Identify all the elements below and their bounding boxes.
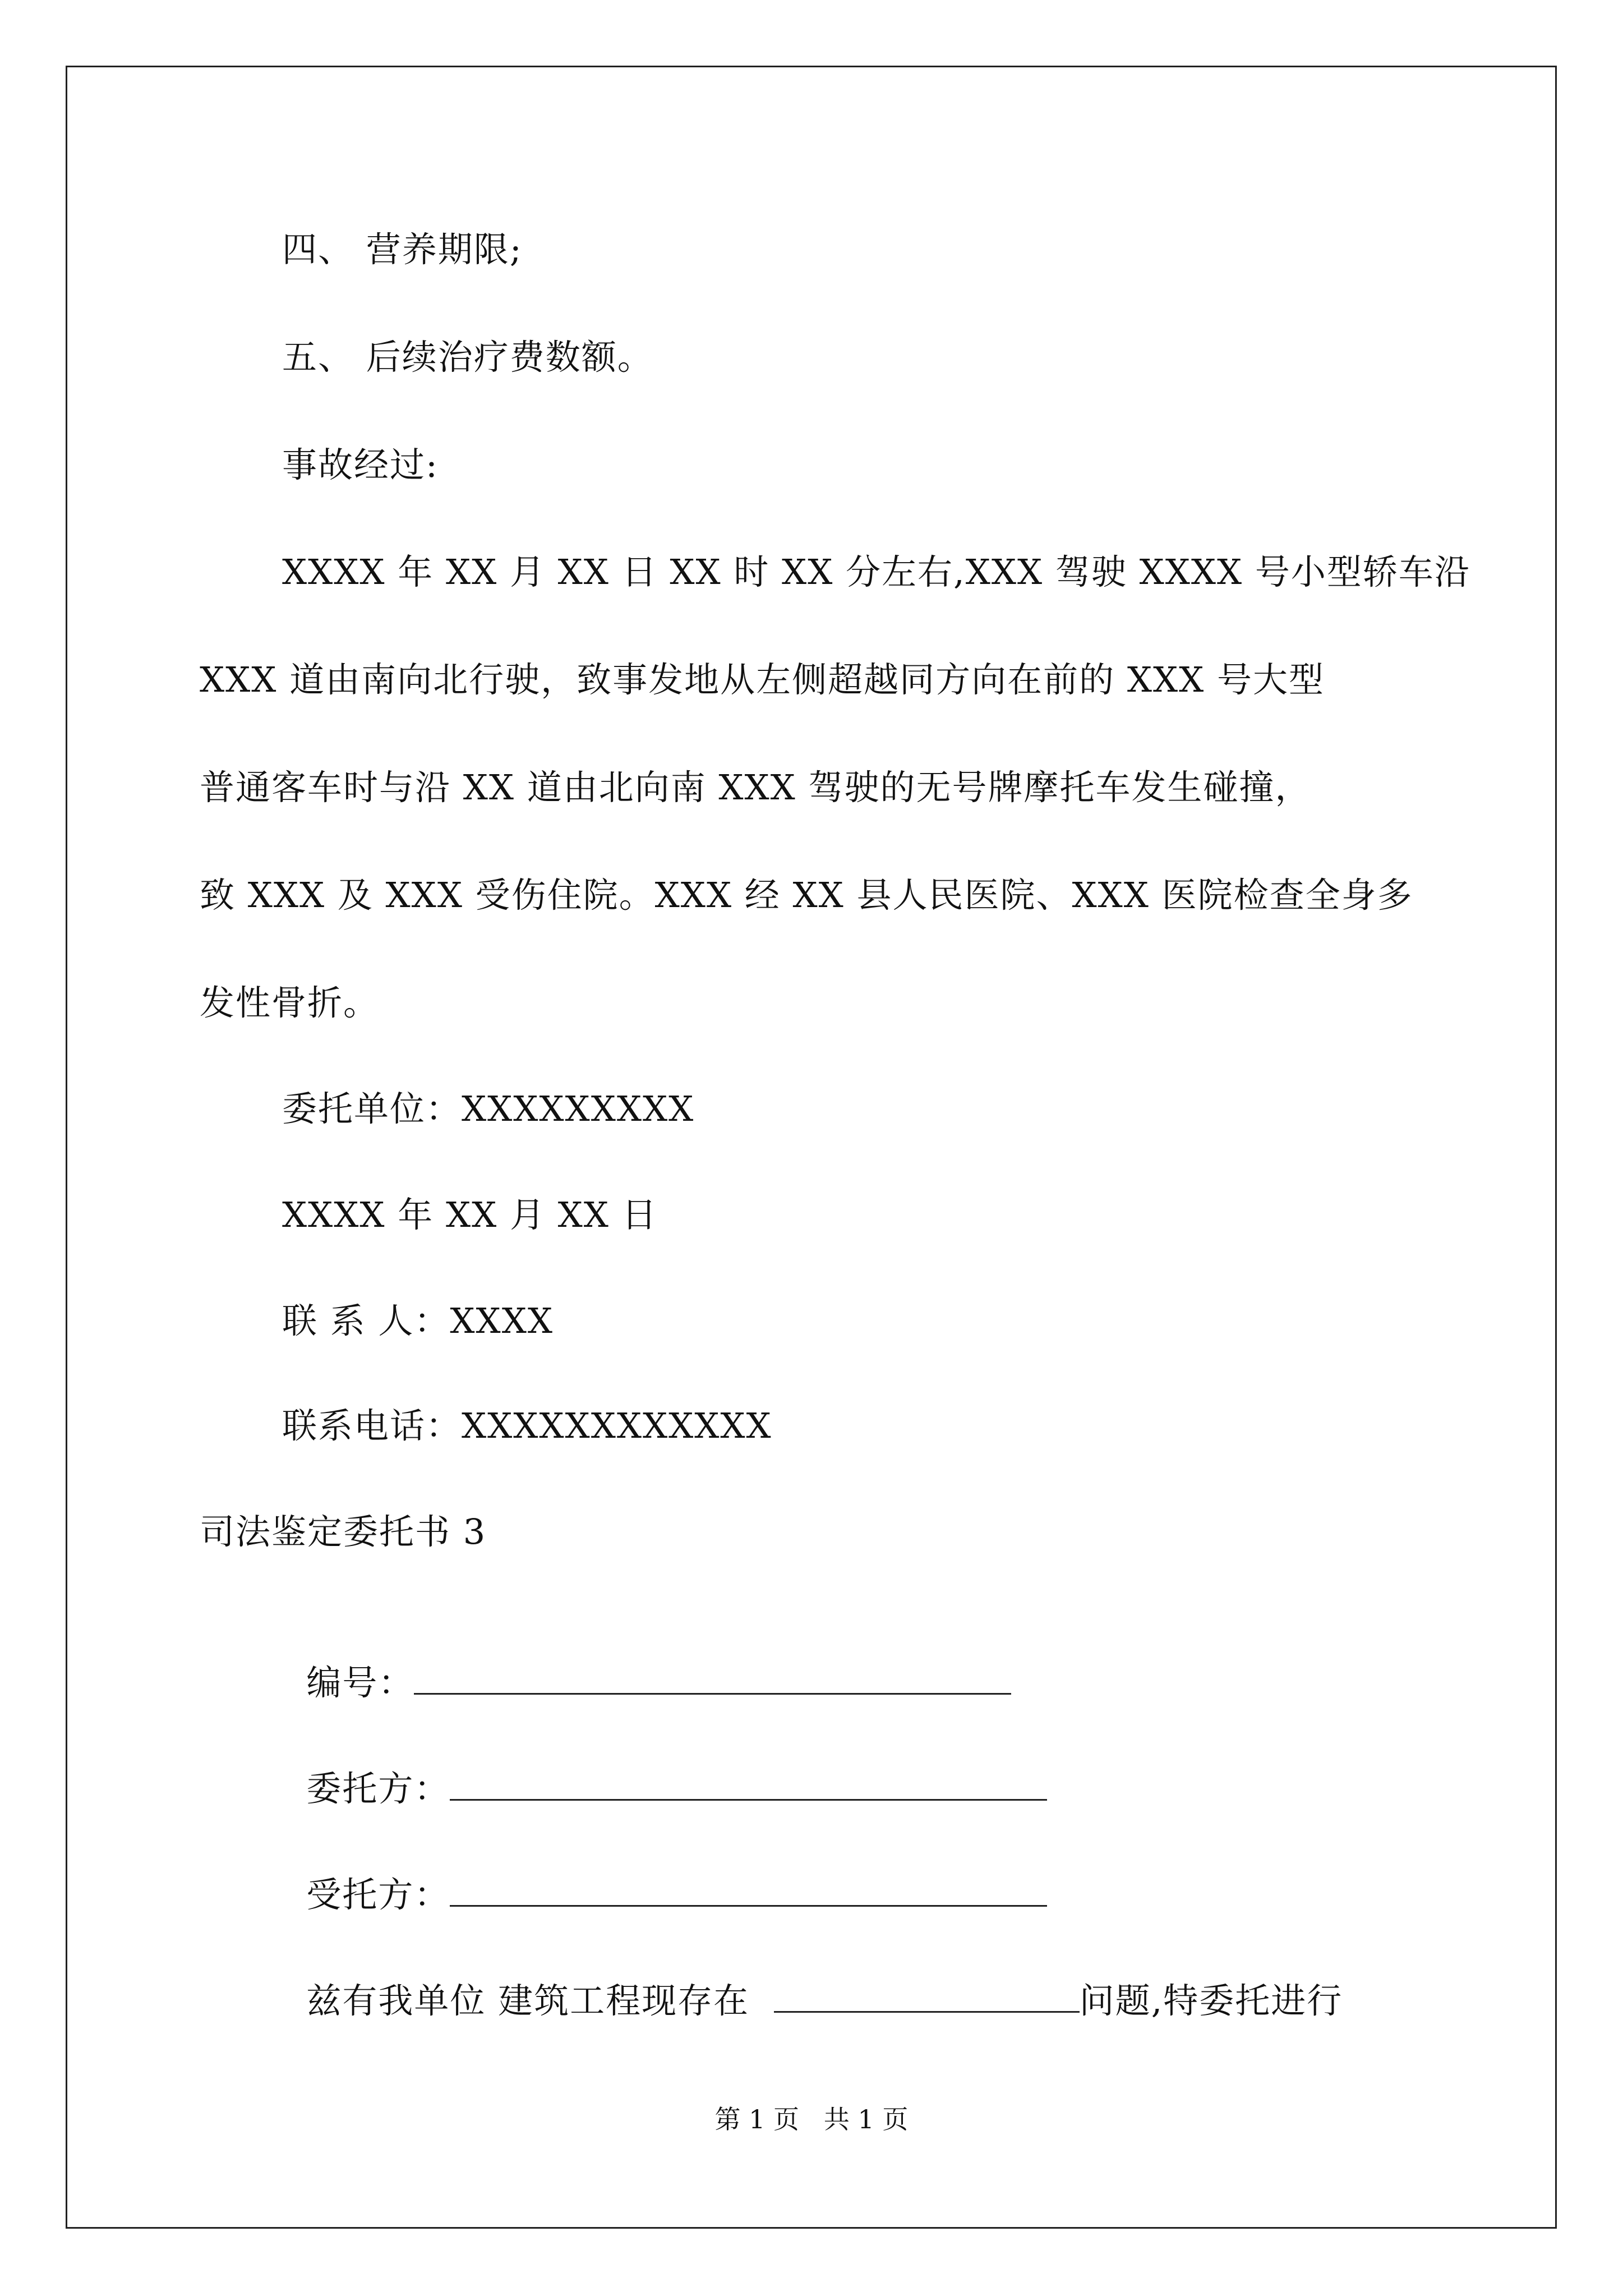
date-line: XXXX 年 XX 月 XX 日 xyxy=(282,1194,658,1235)
number-label: 编号： xyxy=(306,1662,414,1703)
client-label: 委托方： xyxy=(306,1768,450,1809)
commission-text-end: 问题,特委托进行 xyxy=(1079,1980,1343,2021)
trustee-blank xyxy=(450,1871,1047,1907)
paragraph-line: 普通客车时与沿 XX 道由北向南 XXX 驾驶的无号牌摩托车发生碰撞， xyxy=(200,767,1311,808)
client-blank xyxy=(450,1765,1047,1801)
number-blank xyxy=(414,1659,1011,1695)
paragraph-line: 致 XXX 及 XXX 受伤住院。XXX 经 XX 县人民医院、XXX 医院检查全身多 xyxy=(200,875,1413,915)
commission-text-start: 兹有我单位 建筑工程现存在 xyxy=(306,1980,750,2021)
page-footer: 第 1 页 共 1 页 xyxy=(714,2104,909,2134)
paragraph-line: XXX 道由南向北行驶，致事发地从左侧超越同方向在前的 XXX 号大型 xyxy=(200,659,1325,700)
issue-blank xyxy=(774,1977,1080,2013)
text-line: 事故经过: xyxy=(282,444,439,485)
client-unit: 委托单位：XXXXXXXXX xyxy=(282,1088,695,1129)
trustee-field-row xyxy=(282,1826,1047,1917)
trustee-label: 受托方： xyxy=(306,1874,450,1915)
text-line: 五、 后续治疗费数额。 xyxy=(282,337,653,378)
paragraph-line: 发性骨折。 xyxy=(200,982,380,1023)
contact-person: 联 系 人：XXXX xyxy=(282,1300,554,1341)
contact-phone: 联系电话：XXXXXXXXXXXX xyxy=(282,1405,772,1446)
paragraph-line: XXXX 年 XX 月 XX 日 XX 时 XX 分左右,XXX 驾驶 XXXX 号小型轿车沿 xyxy=(282,551,1470,592)
section-heading: 司法鉴定委托书 3 xyxy=(200,1511,487,1552)
number-field-row xyxy=(282,1614,1011,1705)
commission-line xyxy=(282,1932,1343,2023)
text-line: 四、 营养期限; xyxy=(282,229,523,270)
client-field-row xyxy=(282,1720,1047,1811)
